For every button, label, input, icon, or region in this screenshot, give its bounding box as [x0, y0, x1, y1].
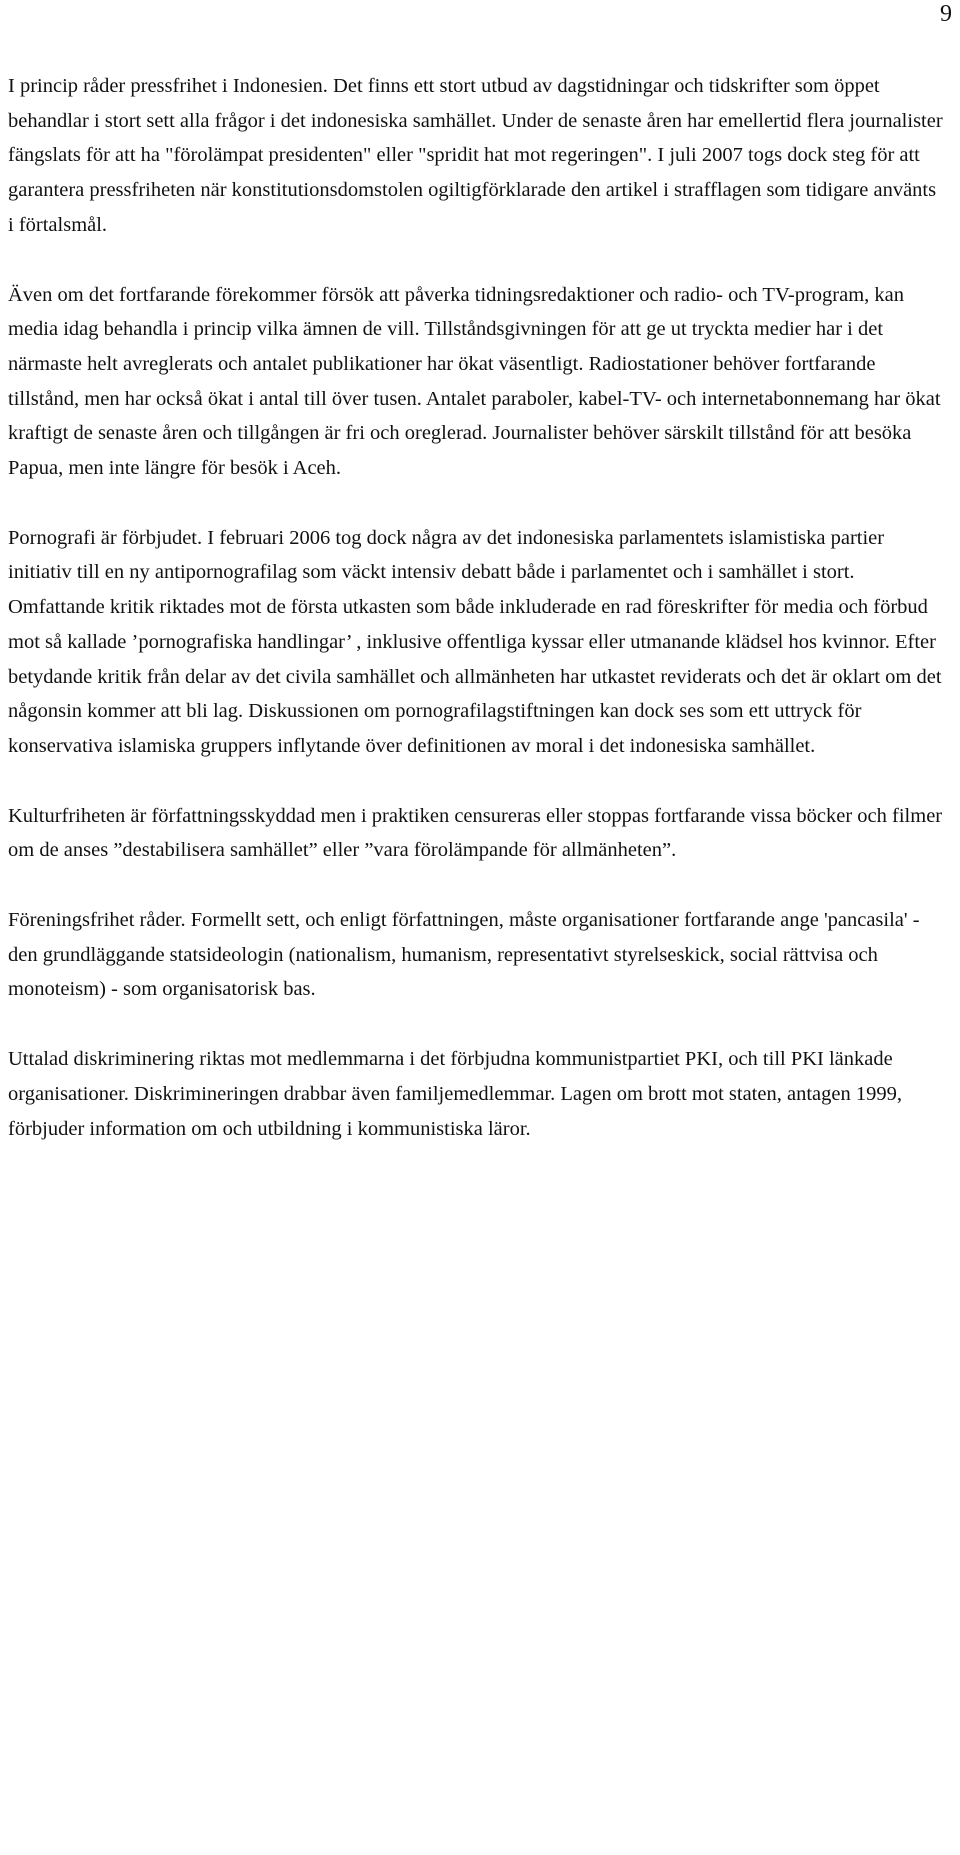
paragraph-freedom-of-association: Föreningsfrihet råder. Formellt sett, och enligt författningen, måste organisationer fortfarande ange 'pancasila' - den grundläggande statsideologin (nationalism, humanism, representativt styrelseskick, social rättvisa och monoteism) - som organisatorisk bas.: [8, 909, 920, 1001]
paragraph-press-freedom: I princip råder pressfrihet i Indonesien. Det finns ett stort utbud av dagstidningar och tidskrifter som öppet behandlar i stort sett alla frågor i det indonesiska samhället. Under de senaste åren har emellertid flera journalister fängslats för att ha "förolämpat presidenten" eller "spridit hat mot regeringen". I juli 2007 togs dock steg för att garantera pressfriheten när konstitutionsdomstolen ogiltigförklarade den artikel i strafflagen som tidigare använts i förtalsmål.: [8, 75, 943, 236]
page-number: 9: [940, 1, 952, 27]
paragraph-media-freedom: Även om det fortfarande förekommer försök att påverka tidningsredaktioner och radio- och TV-program, kan media idag behandla i princip vilka ämnen de vill. Tillståndsgivningen för att ge ut tryckta medier har i det närmaste helt avreglerats och antalet publikationer har ökat väsentligt. Radiostationer behöver fortfarande tillstånd, men har också ökat i antal till över tusen. Antalet paraboler, kabel-TV- och internetabonnemang har ökat kraftigt de senaste åren och tillgången är fri och oreglerad. Journalister behöver särskilt tillstånd för att besöka Papua, men inte längre för besök i Aceh.: [8, 283, 941, 480]
paragraph-pornography: Pornografi är förbjudet. I februari 2006 tog dock några av det indonesiska parlamentets islamistiska partier initiativ till en ny antipornografilag som väckt intensiv debatt både i parlamentet och i samhället i stort. Omfattande kritik riktades mot de första utkasten som både inkluderade en rad föreskrifter för media och förbud mot så kallade ’pornografiska handlingar’ , inklusive offentliga kyssar eller utmanande klädsel hos kvinnor. Efter betydande kritik från delar av det civila samhället och allmänheten har utkastet reviderats och det är oklart om det någonsin kommer att bli lag. Diskussionen om pornografilagstiftningen kan dock ses som ett uttryck för konservativa islamiska gruppers inflytande över definitionen av moral i det indonesiska samhället.: [8, 526, 942, 757]
document-body: [8, 69, 944, 1146]
paragraph-cultural-freedom: Kulturfriheten är författningsskyddad men i praktiken censureras eller stoppas fortfarande vissa böcker och filmer om de anses ”destabilisera samhället” eller ”vara förolämpande för allmänheten”.: [8, 804, 943, 862]
paragraph-discrimination: Uttalad diskriminering riktas mot medlemmarna i det förbjudna kommunistpartiet PKI, och till PKI länkade organisationer. Diskrimineringen drabbar även familjemedlemmar. Lagen om brott mot staten, antagen 1999, förbjuder information om och utbildning i kommunistiska läror.: [8, 1048, 902, 1140]
